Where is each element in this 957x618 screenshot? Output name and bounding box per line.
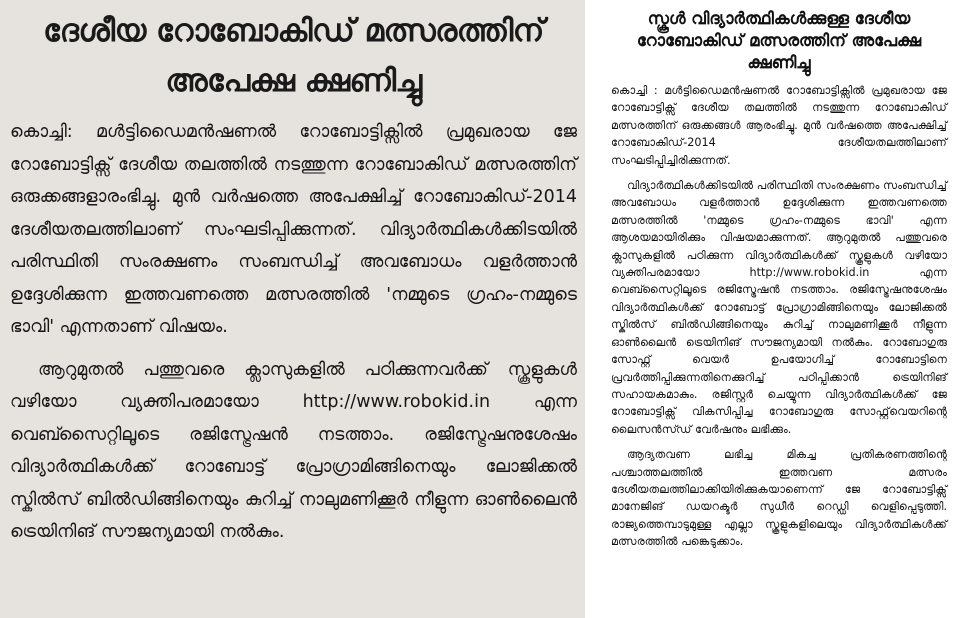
left-paragraph-1: കൊച്ചി: മൾട്ടിഡൈമൻഷണൽ റോബോട്ടിക്സിൽ പ്രമുഖരായ ജേ റോബോട്ടിക്സ് ദേശീയ തലത്തിൽ നടത്തുന്ന റോബോകിഡ് മത്സരത്തിന് ഒരുക്കങ്ങളാരംഭിച്ചു. മുൻ വർഷത്തെ അപേക്ഷിച്ച് റോബോകിഡ്-2014 ദേശീയതലത്തിലാണ് സംഘടിപ്പിക്കുന്നത്. വിദ്യാർത്ഥികൾക്കിടയിൽ പരിസ്ഥിതി സംരക്ഷണം സംബന്ധിച്ച് അവബോധം വളർത്താൻ ഉദ്ദേശിക്കുന്ന ഇത്തവണത്തെ മത്സരത്തിൽ 'നമ്മുടെ ഗ്രഹം-നമ്മുടെ ഭാവി' എന്നതാണ് വിഷയം. — [10, 122, 577, 337]
column-gap — [585, 0, 599, 618]
right-news-clipping — [599, 0, 957, 618]
right-paragraph-3: ആദ്യതവണ ലഭിച്ച മികച്ച പ്രതികരണത്തിന്റെ പശ്ചാത്തലത്തിൽ ഇത്തവണ മത്സരം ദേശീയതലത്തിലാക്കിയിരിക്കുകയാണെന്ന് ജേ റോബോട്ടിക്സ് മാനേജിങ് ഡയറക്ടർ സുധീർ റെഡ്ഡി വെളിപ്പെടുത്തി. രാജ്യത്തെമ്പാടുമുള്ള എല്ലാ സ്കൂളുകളിലെയും വിദ്യാർത്ഥികൾക്ക് മത്സരത്തിൽ പങ്കെടുക്കാം. — [611, 448, 947, 549]
left-paragraph-2: ആറുമുതൽ പത്തുവരെ ക്ലാസുകളിൽ പഠിക്കുന്നവർക്ക് സ്കൂളുകൾ വഴിയോ വ്യക്തിപരമായോ http://www.robokid.in എന്ന വെബ്സൈറ്റിലൂടെ രജിസ്ട്രേഷൻ നടത്താം. രജിസ്ട്രേഷനുശേഷം വിദ്യാർത്ഥികൾക്ക് റോബോട്ട് പ്രോഗ്രാമിങ്ങിനെയും ലോജിക്കൽ സ്കിൽസ് ബിൽഡിങ്ങിനെയും കുറിച്ച് നാലുമണിക്കൂർ നീളുന്ന ഓൺലൈൻ ട്രെയിനിങ് സൗജന്യമായി നൽകും. — [10, 359, 577, 542]
right-article-body — [611, 82, 947, 551]
right-headline: സ്കൂൾ വിദ്യാർത്ഥികൾക്കുള്ള ദേശീയ റോബോകിഡ് മത്സരത്തിന് അപേക്ഷ ക്ഷണിച്ചു — [636, 9, 922, 72]
left-article-body — [10, 116, 577, 549]
left-headline: ദേശീയ റോബോകിഡ് മത്സരത്തിന് അപേക്ഷ ക്ഷണിച്ചു — [43, 13, 544, 99]
right-paragraph-1: കൊച്ചി : മൾട്ടിഡൈമൻഷണൽ റോബോട്ടിക്സിൽ പ്രമുഖരായ ജേ റോബോട്ടിക്സ് ദേശീയ തലത്തിൽ നടത്തുന്ന റോബോകിഡ് മത്സരത്തിന് ഒരുക്കങ്ങൾ ആരംഭിച്ചു. മുൻ വർഷത്തെ അപേക്ഷിച്ച് റോബോകിഡ്-2014 ദേശീയതലത്തിലാണ് സംഘടിപ്പിച്ചിരിക്കുന്നത്. — [611, 84, 947, 167]
right-paragraph-2: വിദ്യാർത്ഥികൾക്കിടയിൽ പരിസ്ഥിതി സംരക്ഷണം സംബന്ധിച്ച് അവബോധം വളർത്താൻ ഉദ്ദേശിക്കുന്ന ഇത്തവണത്തെ മത്സരത്തിൽ 'നമ്മുടെ ഗ്രഹം-നമ്മുടെ ഭാവി' എന്ന ആശയമായിരിക്കും വിഷയമാക്കുന്നത്. ആറുമുതൽ പത്തുവരെ ക്ലാസുകളിൽ പഠിക്കുന്ന വിദ്യാർത്ഥികൾക്ക് സ്കൂളുകൾ വഴിയോ വ്യക്തിപരമായോ http://www.robokid.in എന്ന വെബ്സൈറ്റിലൂടെ രജിസ്ട്രേഷൻ നടത്താം. രജിസ്ട്രേഷനുശേഷം വിദ്യാർത്ഥികൾക്ക് റോബോട്ട് പ്രോഗ്രാമിങ്ങിനെയും ലോജിക്കൽ സ്കിൽസ് ബിൽഡിങ്ങിനെയും കുറിച്ച് നാലുമണിക്കൂർ നീളുന്ന ഓൺലൈൻ ട്രെയിനിങ് സൗജന്യമായി നൽകും. റോബോഗുരു സോഫ്റ്റ് വെയർ ഉപയോഗിച്ച് റോബോട്ടിനെ പ്രവർത്തിപ്പിക്കുന്നതിനെക്കുറിച്ച് പഠിപ്പിക്കാൻ ട്രെയിനിങ് സഹായകമാകും. രജിസ്റ്റർ ചെയ്യുന്ന വിദ്യാർത്ഥികൾക്ക് ജേ റോബോട്ടിക്സ് വികസിപ്പിച്ച റോബോഗുരു സോഫ്റ്റ്‌വെയറിന്റെ ലൈസൻസ്ഡ് വേർഷനും ലഭിക്കും. — [611, 179, 947, 436]
